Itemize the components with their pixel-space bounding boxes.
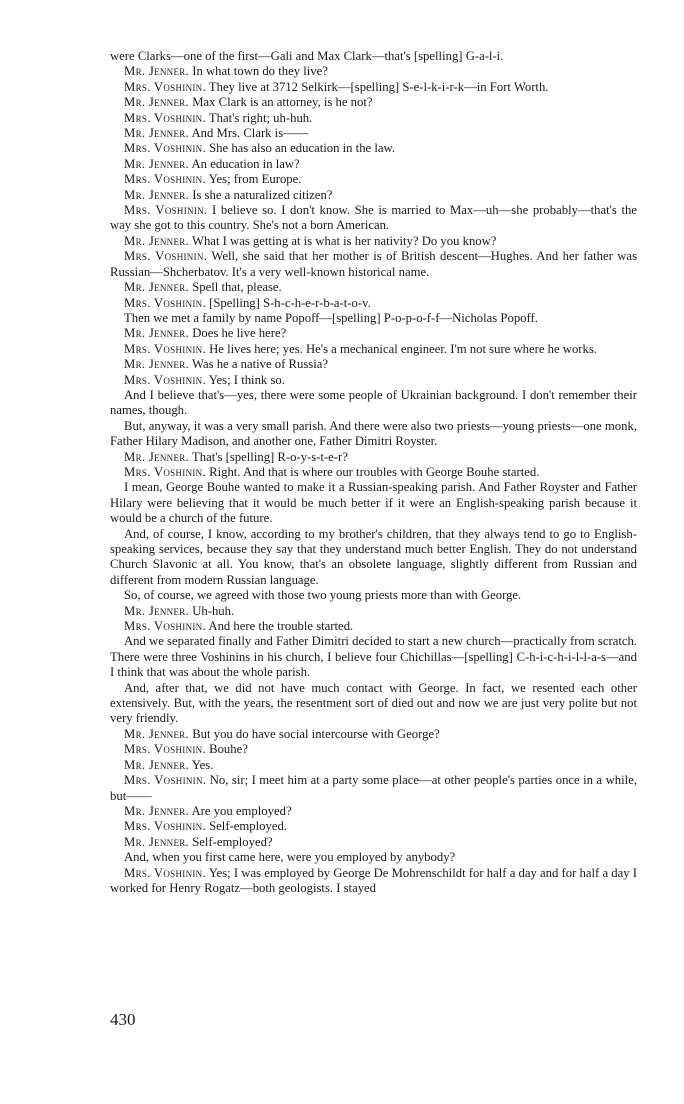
speaker-name: Mr. Jenner. xyxy=(124,603,190,618)
paragraph xyxy=(110,373,637,388)
paragraph xyxy=(110,727,637,742)
paragraph-text: An education in law? xyxy=(189,156,300,171)
paragraph-text: Then we met a family by name Popoff—[spelling] P-o-p-o-f-f—Nicholas Popoff. xyxy=(124,310,538,325)
paragraph xyxy=(110,588,637,603)
paragraph-text: What I was getting at is what is her nativity? Do you know? xyxy=(189,233,497,248)
paragraph xyxy=(110,357,637,372)
paragraph xyxy=(110,850,637,865)
paragraph xyxy=(110,804,637,819)
speaker-name: Mr. Jenner. xyxy=(124,156,190,171)
paragraph xyxy=(110,604,637,619)
speaker-name: Mrs. Voshinin. xyxy=(124,295,206,310)
speaker-name: Mrs. Voshinin. xyxy=(124,249,208,264)
speaker-name: Mrs. Voshinin. xyxy=(124,865,206,880)
paragraph-text: Does he live here? xyxy=(189,326,287,341)
paragraph xyxy=(110,126,637,141)
paragraph xyxy=(110,619,637,634)
speaker-name: Mr. Jenner. xyxy=(124,757,190,772)
paragraph-text: Yes; from Europe. xyxy=(205,172,302,187)
paragraph-text: And, of course, I know, according to my brother's children, that they always tend to go to English-speaking services, because they say that they understand much better English. They do not understand Church Slavonic at all. You know, that's an obsolete language, slightly different from Russian and different from modern Russian language. xyxy=(110,526,637,587)
paragraph-text: Bouhe? xyxy=(205,742,248,757)
paragraph-text: But you do have social intercourse with George? xyxy=(189,726,440,741)
speaker-name: Mr. Jenner. xyxy=(124,449,190,464)
speaker-name: Mr. Jenner. xyxy=(124,187,190,202)
paragraph-text: Uh-huh. xyxy=(189,603,235,618)
paragraph-text: Max Clark is an attorney, is he not? xyxy=(189,95,373,110)
paragraph xyxy=(110,388,637,419)
paragraph-text: were Clarks—one of the first—Gali and Max Clark—that's [spelling] G-a-l-i. xyxy=(110,49,504,63)
paragraph-text: [Spelling] S-h-c-h-e-r-b-a-t-o-v. xyxy=(205,295,371,310)
paragraph xyxy=(110,203,637,234)
paragraph-text: I believe so. I don't know. She is married to Max—uh—she probably—that's the way she got to this country. She's not a born American. xyxy=(110,203,637,233)
paragraph-text: And, when you first came here, were you employed by anybody? xyxy=(124,850,456,865)
paragraph-text: But, anyway, it was a very small parish. And there were also two priests—young priests—one monk, Father Hilary Madison, and another one, Father Dimitri Royster. xyxy=(110,418,637,449)
page-number: 430 xyxy=(110,1010,136,1029)
paragraph xyxy=(110,80,637,95)
speaker-name: Mrs. Voshinin. xyxy=(124,464,206,479)
speaker-name: Mr. Jenner. xyxy=(124,726,190,741)
paragraph xyxy=(110,527,637,589)
paragraph-text: Well, she said that her mother is of British descent—Hughes. And her father was Russian—Shcherbatov. It's a very well-known historical name. xyxy=(110,249,638,279)
paragraph xyxy=(110,64,637,79)
paragraph-text: And Mrs. Clark is—— xyxy=(189,126,309,141)
speaker-name: Mrs. Voshinin. xyxy=(124,110,206,125)
paragraph-text: Self-employed? xyxy=(189,834,273,849)
paragraph xyxy=(110,835,637,850)
paragraph-text: That's [spelling] R-o-y-s-t-e-r? xyxy=(189,449,348,464)
paragraph xyxy=(110,866,637,897)
paragraph xyxy=(110,49,637,64)
paragraph-text: Spell that, please. xyxy=(189,280,282,295)
paragraph-text: In what town do they live? xyxy=(189,64,328,79)
speaker-name: Mr. Jenner. xyxy=(124,126,190,141)
paragraph-text: Yes. xyxy=(189,757,214,772)
paragraph-text: He lives here; yes. He's a mechanical engineer. I'm not sure where he works. xyxy=(205,341,597,356)
speaker-name: Mr. Jenner. xyxy=(124,233,190,248)
paragraph xyxy=(110,758,637,773)
speaker-name: Mr. Jenner. xyxy=(124,357,190,372)
speaker-name: Mrs. Voshinin. xyxy=(124,773,207,788)
paragraph-text: They live at 3712 Selkirk—[spelling] S-e-l-k-i-r-k—in Fort Worth. xyxy=(205,79,549,94)
paragraph-text: I mean, George Bouhe wanted to make it a Russian-speaking parish. And Father Royster and Father Hilary were believing that it would be much better if it were an English-speaking parish because it would be a church of the future. xyxy=(110,480,637,526)
speaker-name: Mr. Jenner. xyxy=(124,64,190,79)
speaker-name: Mr. Jenner. xyxy=(124,95,190,110)
paragraph-text: Yes; I think so. xyxy=(205,372,285,387)
paragraph xyxy=(110,465,637,480)
paragraph-text: And, after that, we did not have much contact with George. In fact, we resented each other extensively. But, with the years, the resentment sort of died out and now we are just very polite but not very friendly. xyxy=(110,680,637,726)
paragraph-text: And I believe that's—yes, there were some people of Ukrainian background. I don't remember their names, though. xyxy=(110,387,637,418)
paragraph xyxy=(110,326,637,341)
speaker-name: Mrs. Voshinin. xyxy=(124,372,206,387)
speaker-name: Mr. Jenner. xyxy=(124,326,190,341)
paragraph xyxy=(110,172,637,187)
paragraph-text: Right. And that is where our troubles with George Bouhe started. xyxy=(205,464,540,479)
paragraph-text: So, of course, we agreed with those two young priests more than with George. xyxy=(124,588,522,603)
paragraph xyxy=(110,234,637,249)
paragraph xyxy=(110,773,637,804)
paragraph xyxy=(110,450,637,465)
paragraph-text: She has also an education in the law. xyxy=(205,141,396,156)
paragraph xyxy=(110,742,637,757)
transcript-page xyxy=(110,49,637,896)
speaker-name: Mrs. Voshinin. xyxy=(124,819,206,834)
paragraph xyxy=(110,280,637,295)
paragraph xyxy=(110,342,637,357)
paragraph xyxy=(110,634,637,680)
speaker-name: Mrs. Voshinin. xyxy=(124,203,208,218)
speaker-name: Mr. Jenner. xyxy=(124,803,190,818)
speaker-name: Mrs. Voshinin. xyxy=(124,79,206,94)
paragraph-text: And here the trouble started. xyxy=(205,619,354,634)
paragraph xyxy=(110,249,637,280)
speaker-name: Mr. Jenner. xyxy=(124,834,190,849)
paragraph-text: No, sir; I meet him at a party some place—at other people's parties once in a while, but—— xyxy=(110,773,637,803)
paragraph xyxy=(110,819,637,834)
speaker-name: Mrs. Voshinin. xyxy=(124,619,206,634)
paragraph xyxy=(110,157,637,172)
paragraph-text: Is she a naturalized citizen? xyxy=(189,187,333,202)
paragraph xyxy=(110,480,637,526)
paragraph xyxy=(110,419,637,450)
speaker-name: Mrs. Voshinin. xyxy=(124,172,206,187)
paragraph-text: Was he a native of Russia? xyxy=(189,357,329,372)
paragraph xyxy=(110,111,637,126)
paragraph xyxy=(110,95,637,110)
speaker-name: Mrs. Voshinin. xyxy=(124,341,206,356)
paragraph-text: And we separated finally and Father Dimitri decided to start a new church—practically from scratch. There were three Voshinins in his church, I believe four Chichillas—[spelling] C-h-i-c-h-i-l-l-a-s—and I think that was about the whole parish. xyxy=(110,634,637,680)
paragraph-text: Yes; I was employed by George De Mohrenschildt for half a day and for half a day I worked for Henry Rogatz—both geologists. I stayed xyxy=(110,865,638,895)
speaker-name: Mrs. Voshinin. xyxy=(124,742,206,757)
paragraph xyxy=(110,188,637,203)
speaker-name: Mr. Jenner. xyxy=(124,280,190,295)
paragraph-text: Are you employed? xyxy=(189,803,292,818)
paragraph-text: That's right; uh-huh. xyxy=(205,110,313,125)
paragraph-text: Self-employed. xyxy=(205,819,287,834)
speaker-name: Mrs. Voshinin. xyxy=(124,141,206,156)
paragraph xyxy=(110,296,637,311)
paragraph xyxy=(110,681,637,727)
paragraph xyxy=(110,141,637,156)
paragraph xyxy=(110,311,637,326)
